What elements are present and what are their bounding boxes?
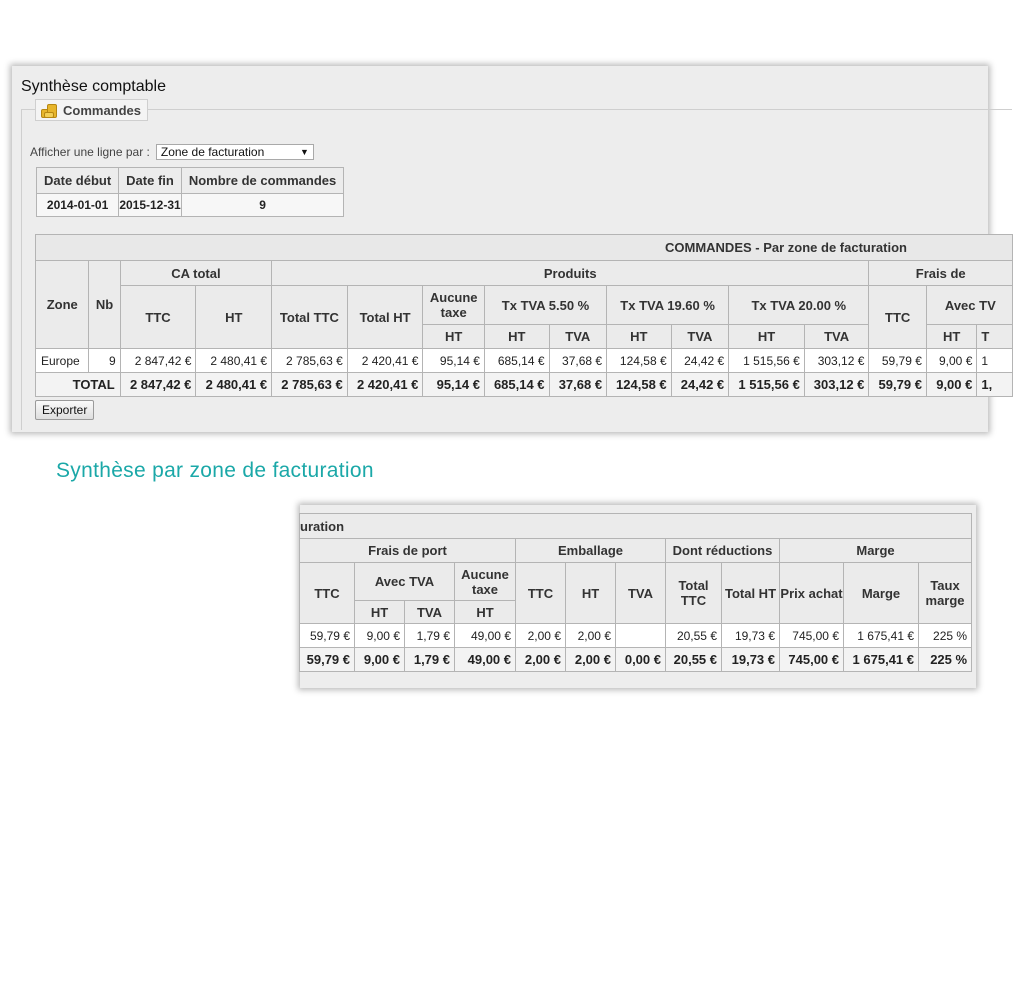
caption: Synthèse par zone de facturation (56, 459, 374, 482)
cell: 1 515,56 € (729, 349, 805, 373)
header-frais-de-port: Frais de port (300, 539, 516, 563)
table-row (300, 624, 972, 648)
cell: 2 420,41 € (347, 349, 423, 373)
cell: 37,68 € (549, 349, 607, 373)
header-avec-tva: Avec TV (926, 286, 1012, 325)
orders-legend (35, 99, 148, 121)
dropdown-arrow-icon: ▼ (299, 147, 309, 157)
cell: 19,73 € (722, 624, 780, 648)
header-ht: HT (484, 325, 549, 349)
total-cell: 59,79 € (869, 373, 927, 397)
total-cell: 95,14 € (423, 373, 485, 397)
total-cell: 9,00 € (926, 373, 976, 397)
total-cell: 2,00 € (516, 648, 566, 672)
legend-label: Commandes (63, 102, 142, 118)
accounting-summary-panel (12, 66, 996, 432)
header-reductions-total-ht: Total HT (722, 563, 780, 624)
date-end: 2015-12-31 (119, 194, 182, 217)
group-by-select[interactable] (156, 144, 314, 160)
cell: 24,42 € (671, 349, 729, 373)
total-cell: 49,00 € (455, 648, 516, 672)
export-button[interactable]: Exporter (35, 400, 94, 420)
header-prix-achat: Prix achat (780, 563, 844, 624)
header-tx-tva-19-60: Tx TVA 19.60 % (607, 286, 729, 325)
cell: 1 (977, 349, 1013, 373)
filter-label: Afficher une ligne par : (30, 145, 150, 159)
total-cell: 59,79 € (300, 648, 355, 672)
header-total-ht: Total HT (347, 286, 423, 349)
header-ca-ttc: TTC (120, 286, 196, 349)
cell: 95,14 € (423, 349, 485, 373)
cell (616, 624, 666, 648)
header-marge: Marge (844, 563, 919, 624)
cell-zone: Europe (36, 349, 89, 373)
table-total-row (300, 648, 972, 672)
total-cell: 37,68 € (549, 373, 607, 397)
period-table (36, 167, 344, 217)
total-cell: 2 420,41 € (347, 373, 423, 397)
cell: 2,00 € (516, 624, 566, 648)
header-date-end: Date fin (119, 168, 182, 194)
header-tx-tva-5-50: Tx TVA 5.50 % (484, 286, 606, 325)
date-start: 2014-01-01 (37, 194, 119, 217)
header-ht: HT (455, 601, 516, 624)
cell: 2,00 € (566, 624, 616, 648)
table-banner: uration (300, 514, 972, 539)
header-emballage: Emballage (516, 539, 666, 563)
header-total-ttc: Total TTC (272, 286, 348, 349)
header-marge-group: Marge (780, 539, 972, 563)
header-order-count: Nombre de commandes (181, 168, 343, 194)
total-cell: 2,00 € (566, 648, 616, 672)
header-ca-total: CA total (120, 261, 271, 286)
table-total-row (36, 373, 1013, 397)
header-tva: TVA (405, 601, 455, 624)
table-row (37, 194, 344, 217)
total-cell: 303,12 € (804, 373, 869, 397)
header-frais-ttc: TTC (869, 286, 927, 349)
cell: 9,00 € (355, 624, 405, 648)
total-cell: 2 480,41 € (196, 373, 272, 397)
header-ht: HT (355, 601, 405, 624)
total-cell: 19,73 € (722, 648, 780, 672)
header-ht: HT (607, 325, 672, 349)
header-avec-tva: Avec TVA (355, 563, 455, 601)
total-cell: 2 847,42 € (120, 373, 196, 397)
cell: 9,00 € (926, 349, 976, 373)
header-produits: Produits (272, 261, 869, 286)
cell: 685,14 € (484, 349, 549, 373)
total-cell: 1,79 € (405, 648, 455, 672)
cell: 124,58 € (607, 349, 672, 373)
table-row (36, 349, 1013, 373)
zoomed-detail-panel (300, 505, 976, 688)
header-emballage-ttc: TTC (516, 563, 566, 624)
detail-table (299, 513, 972, 672)
total-cell: 9,00 € (355, 648, 405, 672)
total-cell: 1 515,56 € (729, 373, 805, 397)
header-tva: TVA (804, 325, 869, 349)
total-cell: 2 785,63 € (272, 373, 348, 397)
total-cell: 24,42 € (671, 373, 729, 397)
group-by-select-value: Zone de facturation (160, 145, 265, 159)
total-cell: 124,58 € (607, 373, 672, 397)
header-ht: HT (926, 325, 976, 349)
table-banner: COMMANDES - Par zone de facturation (665, 240, 907, 255)
cell: 20,55 € (666, 624, 722, 648)
cell: 59,79 € (869, 349, 927, 373)
total-cell: 1, (977, 373, 1013, 397)
header-tx-tva-20-00: Tx TVA 20.00 % (729, 286, 869, 325)
header-reductions-total-ttc: Total TTC (666, 563, 722, 624)
total-cell: 745,00 € (780, 648, 844, 672)
header-truncated: T (977, 325, 1013, 349)
header-taux-marge: Taux marge (919, 563, 972, 624)
header-ht: HT (423, 325, 485, 349)
cell: 2 480,41 € (196, 349, 272, 373)
cell: 2 847,42 € (120, 349, 196, 373)
total-cell: 0,00 € (616, 648, 666, 672)
cell: 9 (89, 349, 120, 373)
header-date-start: Date début (37, 168, 119, 194)
total-cell: 1 675,41 € (844, 648, 919, 672)
order-count: 9 (181, 194, 343, 217)
header-emballage-tva: TVA (616, 563, 666, 624)
header-frais: Frais de (869, 261, 1013, 286)
cell: 1 675,41 € (844, 624, 919, 648)
filter-row (30, 144, 314, 160)
header-ca-ht: HT (196, 286, 272, 349)
cell: 745,00 € (780, 624, 844, 648)
header-dont-reductions: Dont réductions (666, 539, 780, 563)
cell: 49,00 € (455, 624, 516, 648)
total-cell: 225 % (919, 648, 972, 672)
header-tva: TVA (671, 325, 729, 349)
header-ht: HT (729, 325, 805, 349)
total-cell: 20,55 € (666, 648, 722, 672)
header-aucune-taxe: Aucune taxe (455, 563, 516, 601)
cell: 2 785,63 € (272, 349, 348, 373)
page-title: Synthèse comptable (21, 78, 166, 95)
header-nb: Nb (89, 261, 120, 349)
cell: 303,12 € (804, 349, 869, 373)
cell: 1,79 € (405, 624, 455, 648)
coins-icon (41, 102, 57, 118)
total-label: TOTAL (36, 373, 121, 397)
header-zone: Zone (36, 261, 89, 349)
cell: 59,79 € (300, 624, 355, 648)
orders-by-zone-table (35, 234, 1013, 397)
total-cell: 685,14 € (484, 373, 549, 397)
header-tva: TVA (549, 325, 607, 349)
cell: 225 % (919, 624, 972, 648)
header-aucune-taxe: Aucune taxe (423, 286, 485, 325)
header-emballage-ht: HT (566, 563, 616, 624)
header-port-ttc: TTC (300, 563, 355, 624)
